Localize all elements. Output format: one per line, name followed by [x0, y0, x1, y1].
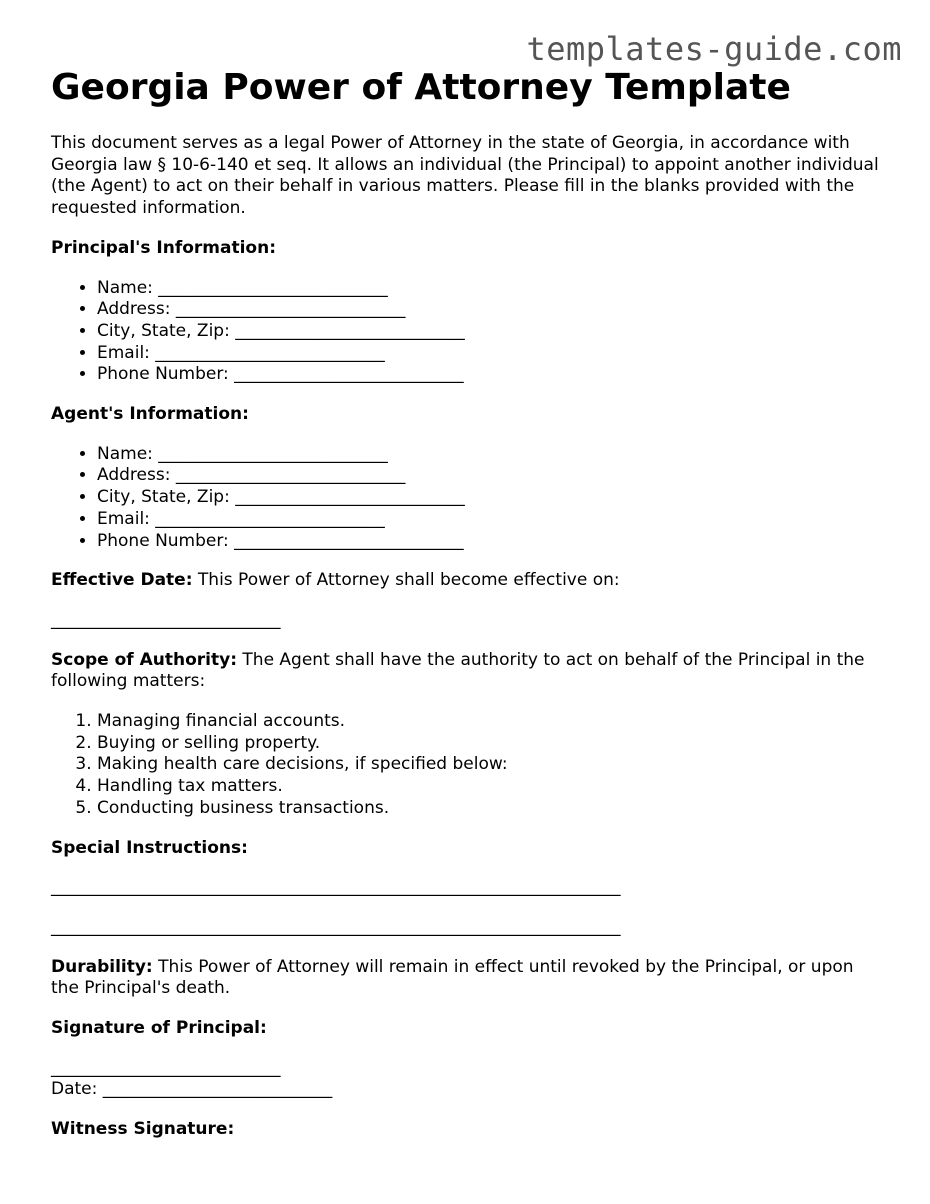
effective-date-blank: ___________________________: [51, 609, 281, 630]
scope-item: 4. Handling tax matters.: [97, 776, 881, 798]
agent-email-field: • Email: ___________________________: [97, 509, 881, 531]
page-title: Georgia Power of Attorney Template: [51, 67, 791, 108]
scope-text: The Agent shall have the authority to act on behalf of the Principal in the following matters:: [51, 649, 865, 692]
agent-info-heading: Agent's Information:: [51, 404, 249, 425]
agent-address-field: • Address: ___________________________: [97, 465, 881, 487]
principal-info-heading: Principal's Information:: [51, 237, 276, 258]
signature-principal-date: Date: ___________________________: [51, 1079, 333, 1100]
durability-label: Durability:: [51, 956, 153, 977]
special-instructions-lines: [51, 877, 881, 938]
agent-phone-field: • Phone Number: ___________________________: [97, 531, 881, 553]
signature-principal-heading: Signature of Principal:: [51, 1018, 267, 1039]
watermark: templates-guide.com: [526, 30, 902, 68]
agent-info-list: [51, 444, 881, 553]
special-instructions-line: ___________________________________________________________________: [51, 916, 621, 937]
witness-signature-heading: Witness Signature:: [51, 1119, 235, 1140]
principal-info-list: [51, 278, 881, 387]
scope-label: Scope of Authority:: [51, 649, 237, 670]
scope-item: 1. Managing financial accounts.: [97, 711, 881, 733]
scope-item: 3. Making health care decisions, if specified below:: [97, 754, 881, 776]
special-instructions-heading: Special Instructions:: [51, 837, 248, 858]
scope-paragraph: [51, 650, 881, 693]
effective-date-label: Effective Date:: [51, 570, 193, 591]
intro-paragraph: This document serves as a legal Power of Attorney in the state of Georgia, in accordance with Georgia law § 10-6-140 et seq. It allows an individual (the Principal) to appoint another individual (the Agent) to act on their behalf in various matters. Please fill in the blanks provided with the requested information.: [51, 133, 879, 219]
durability-text: This Power of Attorney will remain in effect until revoked by the Principal, or upon the Principal's death.: [51, 956, 854, 999]
principal-address-field: • Address: ___________________________: [97, 299, 881, 321]
scope-item: 2. Buying or selling property.: [97, 733, 881, 755]
scope-list: [51, 711, 881, 820]
effective-date-paragraph: [51, 570, 881, 592]
principal-phone-field: • Phone Number: ___________________________: [97, 364, 881, 386]
special-instructions-line: ___________________________________________________________________: [51, 877, 621, 898]
durability-paragraph: [51, 957, 881, 1000]
agent-name-field: • Name: ___________________________: [97, 444, 881, 466]
principal-city-state-zip-field: • City, State, Zip: ___________________________: [97, 321, 881, 343]
principal-email-field: • Email: ___________________________: [97, 343, 881, 365]
principal-name-field: • Name: ___________________________: [97, 278, 881, 300]
document-page: [51, 66, 881, 1141]
effective-date-text: This Power of Attorney shall become effective on:: [192, 570, 620, 591]
scope-item: 5. Conducting business transactions.: [97, 798, 881, 820]
signature-principal-line: ___________________________: [51, 1057, 281, 1078]
agent-city-state-zip-field: • City, State, Zip: ___________________________: [97, 487, 881, 509]
